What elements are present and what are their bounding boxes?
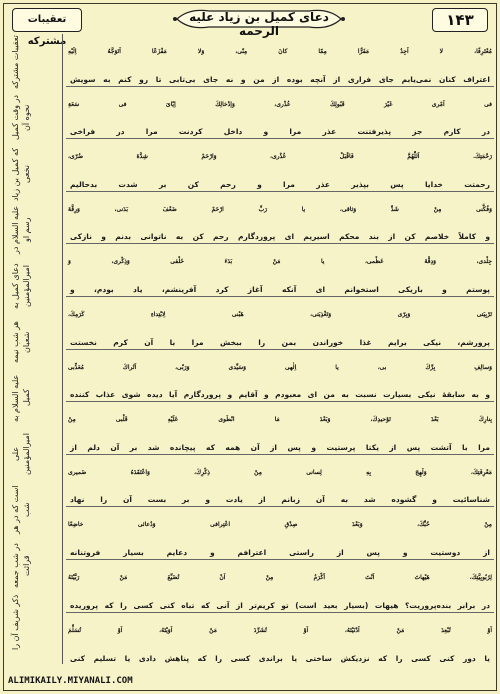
margin-note: در شب جمعه قرائت [11,543,31,589]
verse-line [66,507,494,560]
arabic-text: مُعْتَرِفًا، لا اَجِدُ مَفَرًّا مِمّا كانَ مِنّى، وَلا مَفْزَعًا اَتَوَجَّهُ اِلَيْهِ [68,48,492,55]
margin-note: علی امیرالمؤمنین [11,433,31,475]
persian-translation: و به سابقهٔ نیکی بسیارت نسبت به من ای معبودم و آقایم و پروردگارم آیا دیده شوی عذاب کننده [70,390,490,400]
persian-translation: در کارم جز پذیرفتنت عذر مرا و داخل کردنت مرا در فراخی [70,127,490,137]
margin-note: هر شب نیمه شعبان [11,321,31,363]
verse-line [66,455,494,508]
arabic-text: اَوْ تُبْعِدَ مَنْ اَدْنَيْتَهُ، اَوْ تُشَرِّدَ مَنْ اَوَيْتَهُ، اَوْ تُسَلِّمَ [68,626,492,634]
margin-note: دعای کمیل به امیرالمؤمنین [11,263,31,309]
margin-note: در وقت کمیل نحوه آن [11,95,31,141]
arabic-text: تَرْبِيَتى وَبِرّى وَتَغْذِيَتى، هَبْنى لِابْتِداءِ كَرَمِكَ، [68,311,492,318]
verse-line [66,192,494,245]
persian-translation: مرا با آتشت پس از یکتا پرستیت و پس از آن همه که پیچانده شد بر آن دلم از [70,442,490,452]
persian-translation: یا دور کنی کسی را که نزدیکش ساختی یا براندی کسی را که پناهش دادی یا تسلیم کنی [70,654,490,664]
margin-note: است که در هر شب [11,485,31,535]
page-header [4,4,496,47]
margin-note: ذکر شریف آن را [11,594,20,650]
page-number: ۱۴۳ [432,8,488,32]
prayer-title: دعای کمیل بن زیاد علیه الرحمه [189,10,329,38]
arabic-text: مَعْرِفَتِكَ، وَلَهِجَ بِهِ لِسانى مِنْ ذِكْرِكَ، وَاعْتَقَدَهُ ضَميرى [68,468,492,476]
title-banner [169,8,349,38]
margin-notes-column [6,34,63,664]
arabic-text: مِنْ حُبِّكَ، وَبَعْدَ صِدْقِ اعْتِرافى وَدُعائى خاضِعًا [68,521,492,529]
persian-translation: اعتراف کنان نمی‌یابم جای فراری از آنچه بوده از من و نه جای بی‌تابی تا رو کنم به سویش [70,74,490,84]
website-watermark: ALIMIKAILY.MIYANALI.COM [8,676,133,686]
margin-note: علیه السلام به کمیل [11,374,31,422]
arabic-text: وَسالِفِ بِرِّكَ بى، يا اِلٰهى وَسَيِّدى وَرَبّى، اَتُراكَ مُعَذِّبى [68,363,492,371]
persian-translation: پرورشم، نیکی برایم غذا خوراندن بمن را ببخش مرا با آن کرم نخستت [70,337,490,347]
arabic-text: لِرُبُوبِيَّتِكَ، هَيْهاتَ اَنْتَ اَكْرَمُ مِنْ اَنْ تُضَيِّعَ مَنْ رَبَّيْتَهُ [68,574,492,581]
verse-line [66,297,494,350]
arabic-text: فى اَمْرى غَيْرَ قَبُولِكَ عُذْرى، وَاِدْخالِكَ اِيّاىَ فى سَعَةِ [68,100,492,108]
prayer-text-block [66,34,494,666]
persian-translation: رحمتت خدایا پس بپذیر عذر مرا و رحم کن بر شدت بدحالیم [70,179,490,189]
persian-translation: شناسائیت و گشوده شد به آن زبانم از یادت و بر بست آن را نهاد [70,495,490,505]
verse-line [66,560,494,613]
margin-note: علیه السلام در رسم او [11,205,31,255]
persian-translation: از دوستیت و پس از راستی اعترافم و دعایم بسیار فروتنانه [70,547,490,557]
persian-translation: و کاملاً خلاصم کن از بند محکم اسیریم ای پروردگارم رحم کن به ناتوانی بدنم و نازکی [70,232,490,242]
arabic-text: وَفُكَّنى مِنْ شَدِّ وَثاقى، يا رَبِّ ارْحَمْ ضَعْفَ بَدَنى، وَرِقَّةَ [68,205,492,213]
verse-line [66,613,494,666]
margin-note: که کمیل بن زیاد نخعی [11,147,31,201]
verse-line [66,139,494,192]
verse-line [66,34,494,87]
verse-line [66,87,494,140]
document-page [3,3,497,691]
section-label: تعقیبات مشترکه [12,8,82,32]
persian-translation: در برابر بنده‌پروریت؟ هیهات (بسیار بعید است) تو کریم‌تر از آنی که تباه کنی کسی را که پروریده [70,600,490,610]
persian-translation: پوستم و باریکی استخوانم ای آنکه آغاز کرد آفرینشم، یاد بودم، و [70,284,490,294]
arabic-text: رَحْمَتِكَ. اَللّٰهُمَّ فَاقْبَلْ عُذْرى، وَارْحَمْ شِدَّةَ ضُرّى، [68,153,492,161]
margin-note: تعقیبات مشترکه [11,35,20,89]
verse-line [66,244,494,297]
verse-line [66,350,494,403]
arabic-text: بِنارِكَ بَعْدَ تَوْحيدِكَ، وَبَعْدَ مَا انْطَوى عَلَيْهِ قَلْبى مِنْ [68,416,492,424]
verse-line [66,402,494,455]
arabic-text: جِلْدى، وَدِقَّةَ عَظْمى، يا مَنْ بَدَءَ خَلْقى وَذِكْرى، وَ [68,258,492,266]
